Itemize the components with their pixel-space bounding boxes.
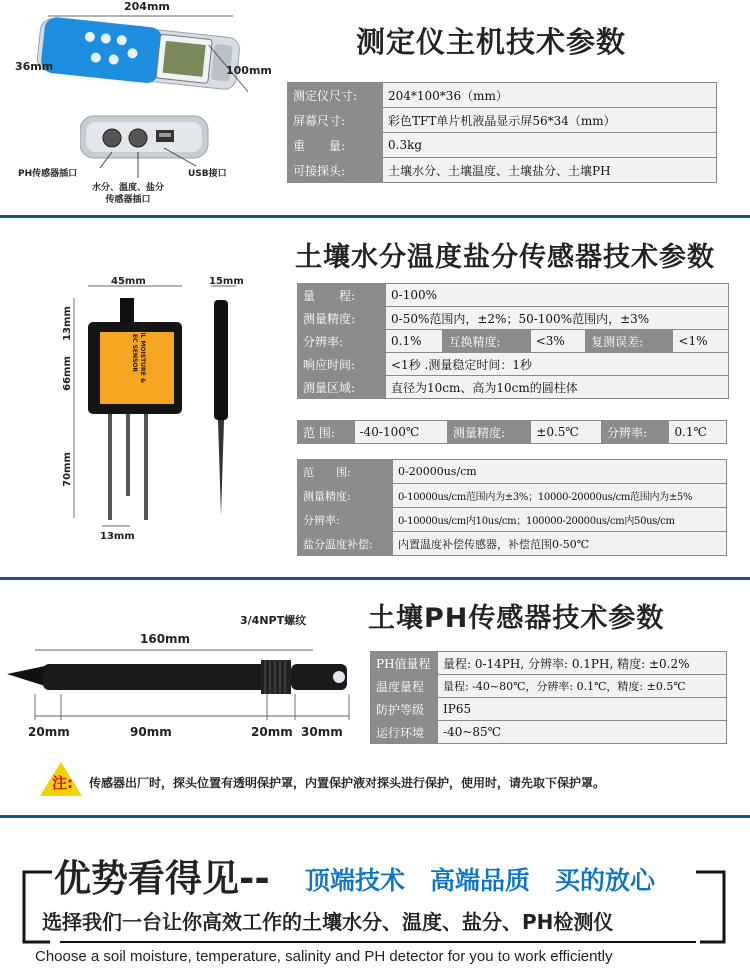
ph-seg3-dim: 20mm	[251, 725, 293, 739]
sensor-port-label: 水分、温度、盐分 传感器插口	[92, 183, 165, 205]
table-row: 分辨率: 0-10000us/cm内10us/cm；100000-20000us/cm内50us/cm	[298, 508, 727, 532]
table-row: 测定仪尺寸: 204*100*36（mm）	[288, 83, 717, 108]
moisture-spec-table	[297, 283, 729, 399]
salinity-spec-table	[297, 459, 727, 556]
sensor-label-text: SOIL MOISTURE & EC SENSOR	[131, 322, 146, 384]
table-row: 温度量程 量程: -40~80℃，分辨率: 0.1℃，精度: ±0.5℃	[371, 675, 727, 698]
soil-sensor-image	[40, 270, 300, 530]
meter-length-dim: 204mm	[124, 0, 170, 13]
ph-seg2-dim: 90mm	[130, 725, 172, 739]
ph-port-label: PH传感器插口	[18, 169, 78, 179]
note-badge: 注:	[52, 774, 73, 792]
usb-port-label: USB接口	[188, 169, 227, 179]
sensor-width-dim: 45mm	[111, 276, 146, 287]
sensor-depth-dim: 15mm	[209, 276, 244, 287]
ph-seg4-dim: 30mm	[301, 725, 343, 739]
ph-total-dim: 160mm	[140, 632, 191, 646]
sensor-body-dim: 66mm	[61, 356, 73, 391]
section-divider	[0, 215, 750, 218]
temperature-spec-table	[297, 420, 727, 444]
ph-seg1-dim: 20mm	[28, 725, 70, 739]
table-row: 防护等级 IP65	[371, 698, 727, 721]
table-row: 可接探头: 土壤水分、土壤温度、土壤盐分、土壤PH	[288, 158, 717, 183]
table-row: 测量精度: 0-50%范围内，±2%；50-100%范围内，±3%	[298, 307, 729, 330]
table-row: 范 围: -40-100℃ 测量精度: ±0.5℃ 分辨率: 0.1℃	[298, 421, 727, 444]
section-divider	[0, 577, 750, 580]
table-row: PH值量程 量程: 0-14PH, 分辨率: 0.1PH, 精度: ±0.2%	[371, 652, 727, 675]
table-row: 盐分温度补偿: 内置温度补偿传感器，补偿范围0-50℃	[298, 532, 727, 556]
meter-title: 测定仪主机技术参数	[356, 25, 627, 59]
meter-width-dim: 100mm	[226, 64, 272, 77]
table-row: 分辨率: 0.1% 互换精度: <3% 复测误差: <1%	[298, 330, 729, 353]
table-row: 范 围: 0-20000us/cm	[298, 460, 727, 484]
ph-spec-table	[370, 651, 727, 744]
sensor-top-dim: 13mm	[61, 306, 73, 341]
table-row: 屏幕尺寸: 彩色TFT单片机液晶显示屏56*34（mm）	[288, 108, 717, 133]
banner-headline: 优势看得见--	[54, 857, 270, 900]
banner-slogan: 顶端技术 高端品质 买的放心	[305, 866, 656, 895]
table-row: 运行环境 -40~85℃	[371, 721, 727, 744]
meter-device-image	[28, 8, 248, 108]
section-divider	[0, 815, 750, 818]
table-row: 响应时间: <1秒 .测量稳定时间：1秒	[298, 353, 729, 376]
meter-thickness-dim: 36mm	[15, 60, 54, 73]
ph-thread-dim: 3/4NPT螺纹	[240, 614, 307, 627]
table-row: 测量区域: 直径为10cm、高为10cm的圆柱体	[298, 376, 729, 399]
meter-spec-table	[287, 82, 717, 183]
table-row: 重 量: 0.3kg	[288, 133, 717, 158]
table-row: 量 程: 0-100%	[298, 284, 729, 307]
banner-english: Choose a soil moisture, temperature, salinity and PH detector for you to work efficiently	[35, 948, 613, 965]
ph-sensor-title: 土壤PH传感器技术参数	[368, 603, 665, 634]
banner-subline: 选择我们一台让你高效工作的土壤水分、温度、盐分、PH检测仪	[42, 910, 614, 934]
soil-sensor-title: 土壤水分温度盐分传感器技术参数	[295, 242, 715, 273]
sensor-probe-dim: 70mm	[61, 452, 73, 487]
sensor-pitch-dim: 13mm	[100, 531, 135, 542]
note-text: 传感器出厂时，探头位置有透明保护罩，内置保护液对探头进行保护，使用时，请先取下保护罩。	[89, 776, 606, 790]
table-row: 测量精度: 0-10000us/cm范围内为±3%；10000-20000us/cm范围内为±5%	[298, 484, 727, 508]
